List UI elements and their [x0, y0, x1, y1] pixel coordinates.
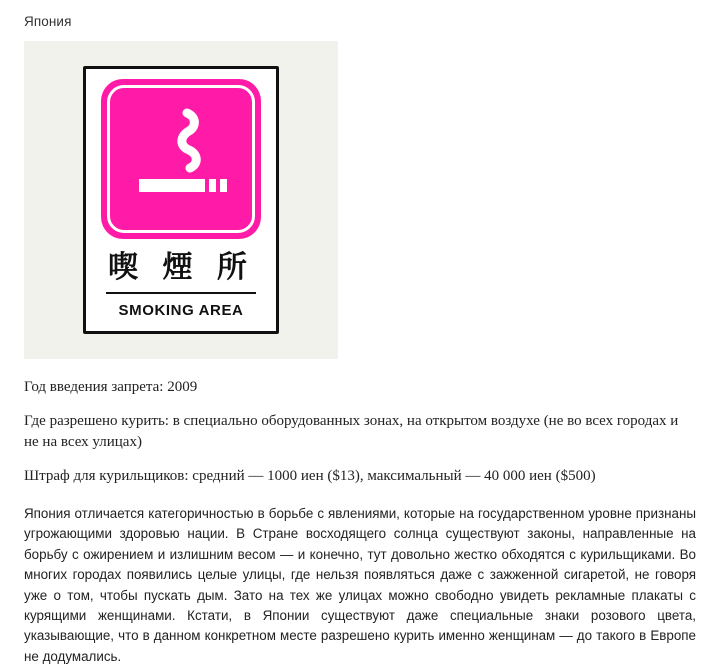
- page-title: Япония: [24, 14, 72, 29]
- sign-pink-panel: [101, 79, 261, 239]
- sign-divider: [106, 292, 256, 294]
- fact-where-allowed: Где разрешено курить: в специально оборудованных зонах, на открытом воздухе (не во всех городах и не на всех улицах): [24, 413, 679, 450]
- smoking-area-sign: [83, 66, 279, 334]
- fact-fines: Штраф для курильщиков: средний — 1000 иен ($13), максимальный — 40 000 иен ($500): [24, 467, 596, 484]
- facts-list: [24, 377, 694, 486]
- article-image: [24, 41, 338, 359]
- fact-ban-year: Год введения запрета: 2009: [24, 379, 198, 395]
- sign-caption: SMOKING AREA: [118, 302, 244, 319]
- article-body: Япония отличается категоричностью в борьбе с явлениями, которые на государственном уровне признаны угрожающими здоровью нации. В Стране восходящего солнца существуют законы, направленные на борьбу с ожирением и излишним весом — и конечно, тут довольно жестко обходятся с курильщиками. Во многих городах появились целые улицы, где нельзя появляться даже с зажженной сигаретой, не говоря уже о том, чтобы пускать дым. Зато на тех же улицах можно свободно увидеть рекламные плакаты с курящими женщинами. Кстати, в Японии существуют даже специальные знаки розового цвета, указывающие, что в данном конкретном месте разрешено курить именно женщинам — до такого в Европе не додумались.: [24, 506, 696, 664]
- sign-kanji-text: 喫 煙 所: [108, 250, 254, 285]
- cigarette-with-smoke-icon: [121, 99, 241, 219]
